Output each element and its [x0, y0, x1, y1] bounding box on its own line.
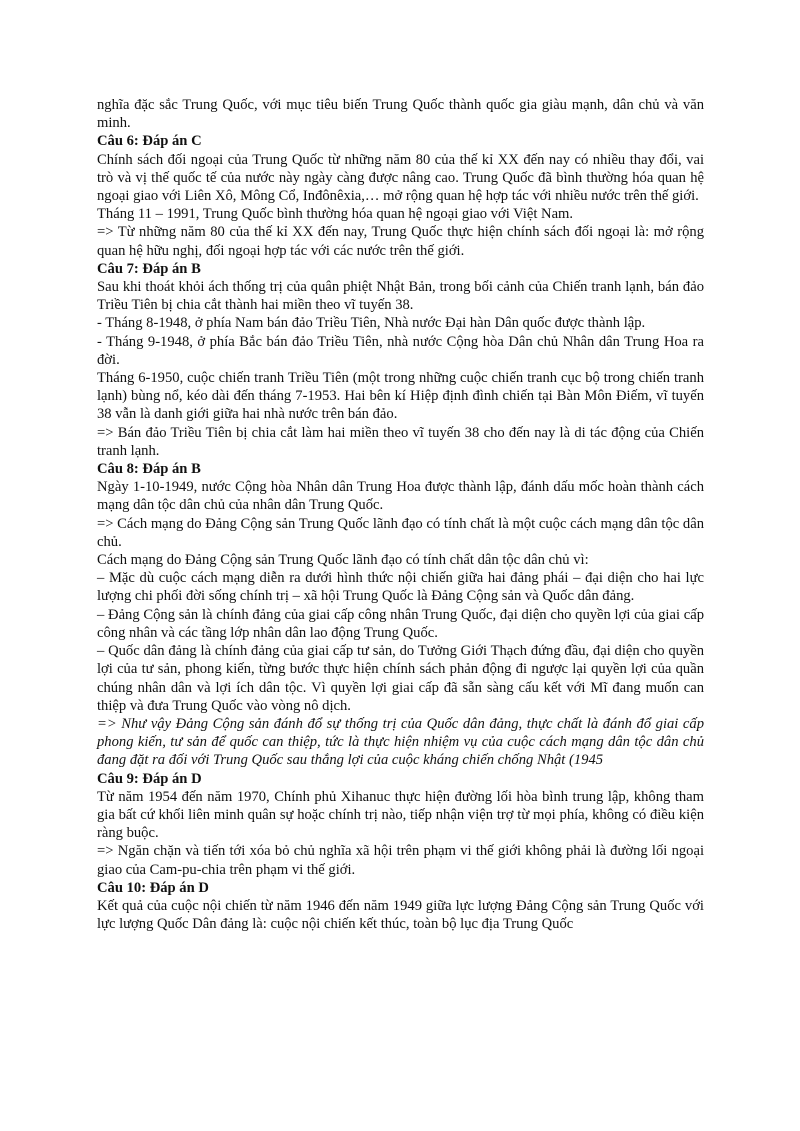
- paragraph: - Tháng 8-1948, ở phía Nam bán đảo Triều Tiên, Nhà nước Đại hàn Dân quốc được thành lập.: [97, 315, 646, 332]
- paragraph: Tháng 11 – 1991, Trung Quốc bình thường hóa quan hệ ngoại giao với Việt Nam.: [97, 206, 574, 223]
- paragraph: => Cách mạng do Đảng Cộng sản Trung Quốc lãnh đạo có tính chất là một cuộc cách mạng dân tộc dân chủ.: [97, 515, 704, 550]
- question-heading: Câu 7: Đáp án B: [97, 260, 201, 277]
- conclusion-italic-paragraph: => Như vậy Đảng Cộng sản đánh đổ sự thống trị của Quốc dân đảng, thực chất là đánh đổ giai cấp phong kiến, tư sản để quốc can thiệp, tức là thực hiện nhiệm vụ của cuộc cách mạng dân tộc dân chủ đang đặt ra đối với Trung Quốc sau thắng lợi của cuộc kháng chiến chống Nhật (1945: [97, 715, 704, 769]
- paragraph: => Bán đảo Triều Tiên bị chia cắt làm hai miền theo vĩ tuyến 38 cho đến nay là di tác động của Chiến tranh lạnh.: [97, 424, 704, 459]
- paragraph: Cách mạng do Đảng Cộng sản Trung Quốc lãnh đạo có tính chất dân tộc dân chủ vì:: [97, 552, 589, 569]
- paragraph: Sau khi thoát khỏi ách thống trị của quân phiệt Nhật Bản, trong bối cảnh của Chiến tranh lạnh, bán đảo Triều Tiên bị chia cắt thành hai miền theo vĩ tuyến 38.: [97, 279, 704, 314]
- paragraph: Kết quả của cuộc nội chiến từ năm 1946 đến năm 1949 giữa lực lượng Đảng Cộng sản Trung Quốc với lực lượng Quốc Dân đảng là: cuộc nội chiến kết thúc, toàn bộ lục địa Trung Quốc: [97, 897, 704, 933]
- document-page: [97, 96, 704, 933]
- paragraph: Ngày 1-10-1949, nước Cộng hòa Nhân dân Trung Hoa được thành lập, đánh dấu mốc hoàn thành cách mạng dân tộc dân chủ của nhân dân Trung Quốc.: [97, 479, 704, 514]
- question-heading: Câu 8: Đáp án B: [97, 461, 201, 478]
- paragraph: nghĩa đặc sắc Trung Quốc, với mục tiêu biến Trung Quốc thành quốc gia giàu mạnh, dân chủ và văn minh.: [97, 97, 704, 132]
- paragraph: Từ năm 1954 đến năm 1970, Chính phủ Xihanuc thực hiện đường lối hòa bình trung lập, không tham gia bất cứ khối liên minh quân sự hoặc chính trị nào, tiếp nhận viện trợ từ mọi phía, không có điều kiện ràng buộc.: [97, 788, 704, 842]
- paragraph: – Quốc dân đảng là chính đảng của giai cấp tư sản, do Tưởng Giới Thạch đứng đầu, đại diện cho quyền lợi của tư sản, phong kiến, từng bước thực hiện chính sách phản động đi ngược lại quyền lợi của quần chúng nhân dân và lợi ích dân tộc. Vì quyền lợi giai cấp đã sẵn sàng cấu kết với Mĩ đang muốn can thiệp và đưa Trung Quốc vào vòng nô dịch.: [97, 643, 704, 714]
- paragraph: - Tháng 9-1948, ở phía Bắc bán đảo Triều Tiên, nhà nước Cộng hòa Dân chủ Nhân dân Trung Hoa ra đời.: [97, 333, 704, 368]
- question-heading: Câu 10: Đáp án D: [97, 879, 209, 896]
- paragraph: => Từ những năm 80 của thế kỉ XX đến nay, Trung Quốc thực hiện chính sách đối ngoại là: mở rộng quan hệ hữu nghị, đối ngoại hợp tác với các nước trên thế giới.: [97, 224, 704, 259]
- paragraph: – Đảng Cộng sản là chính đảng của giai cấp công nhân Trung Quốc, đại diện cho quyền lợi của giai cấp công nhân và các tầng lớp nhân dân lao động Trung Quốc.: [97, 606, 704, 641]
- paragraph: Chính sách đối ngoại của Trung Quốc từ những năm 80 của thế kỉ XX đến nay có nhiều thay đổi, vai trò và vị thế quốc tế của nước này ngày càng được nâng cao. Trung Quốc đã bình thường hóa quan hệ ngoại giao với Liên Xô, Mông Cổ, Inđônêxia,… mở rộng quan hệ hợp tác với nhiều nước trên thế giới.: [97, 151, 704, 205]
- question-heading: Câu 9: Đáp án D: [97, 770, 202, 787]
- paragraph: Tháng 6-1950, cuộc chiến tranh Triều Tiên (một trong những cuộc chiến tranh cục bộ trong chiến tranh lạnh) bùng nổ, kéo dài đến tháng 7-1953. Hai bên kí Hiệp định đình chiến tại Bàn Môn Điếm, vĩ tuyến 38 vẫn là danh giới giữa hai nhà nước trên bán đảo.: [97, 370, 704, 423]
- paragraph: – Mặc dù cuộc cách mạng diễn ra dưới hình thức nội chiến giữa hai đảng phái – đại diện cho hai lực lượng chi phối đời sống chính trị – xã hội Trung Quốc là Đảng Cộng sản và Quốc dân đảng.: [97, 570, 704, 605]
- question-heading: Câu 6: Đáp án C: [97, 133, 202, 150]
- paragraph: => Ngăn chặn và tiến tới xóa bỏ chủ nghĩa xã hội trên phạm vi thế giới không phải là đường lối ngoại giao của Cam-pu-chia trên phạm vi thế giới.: [97, 843, 704, 878]
